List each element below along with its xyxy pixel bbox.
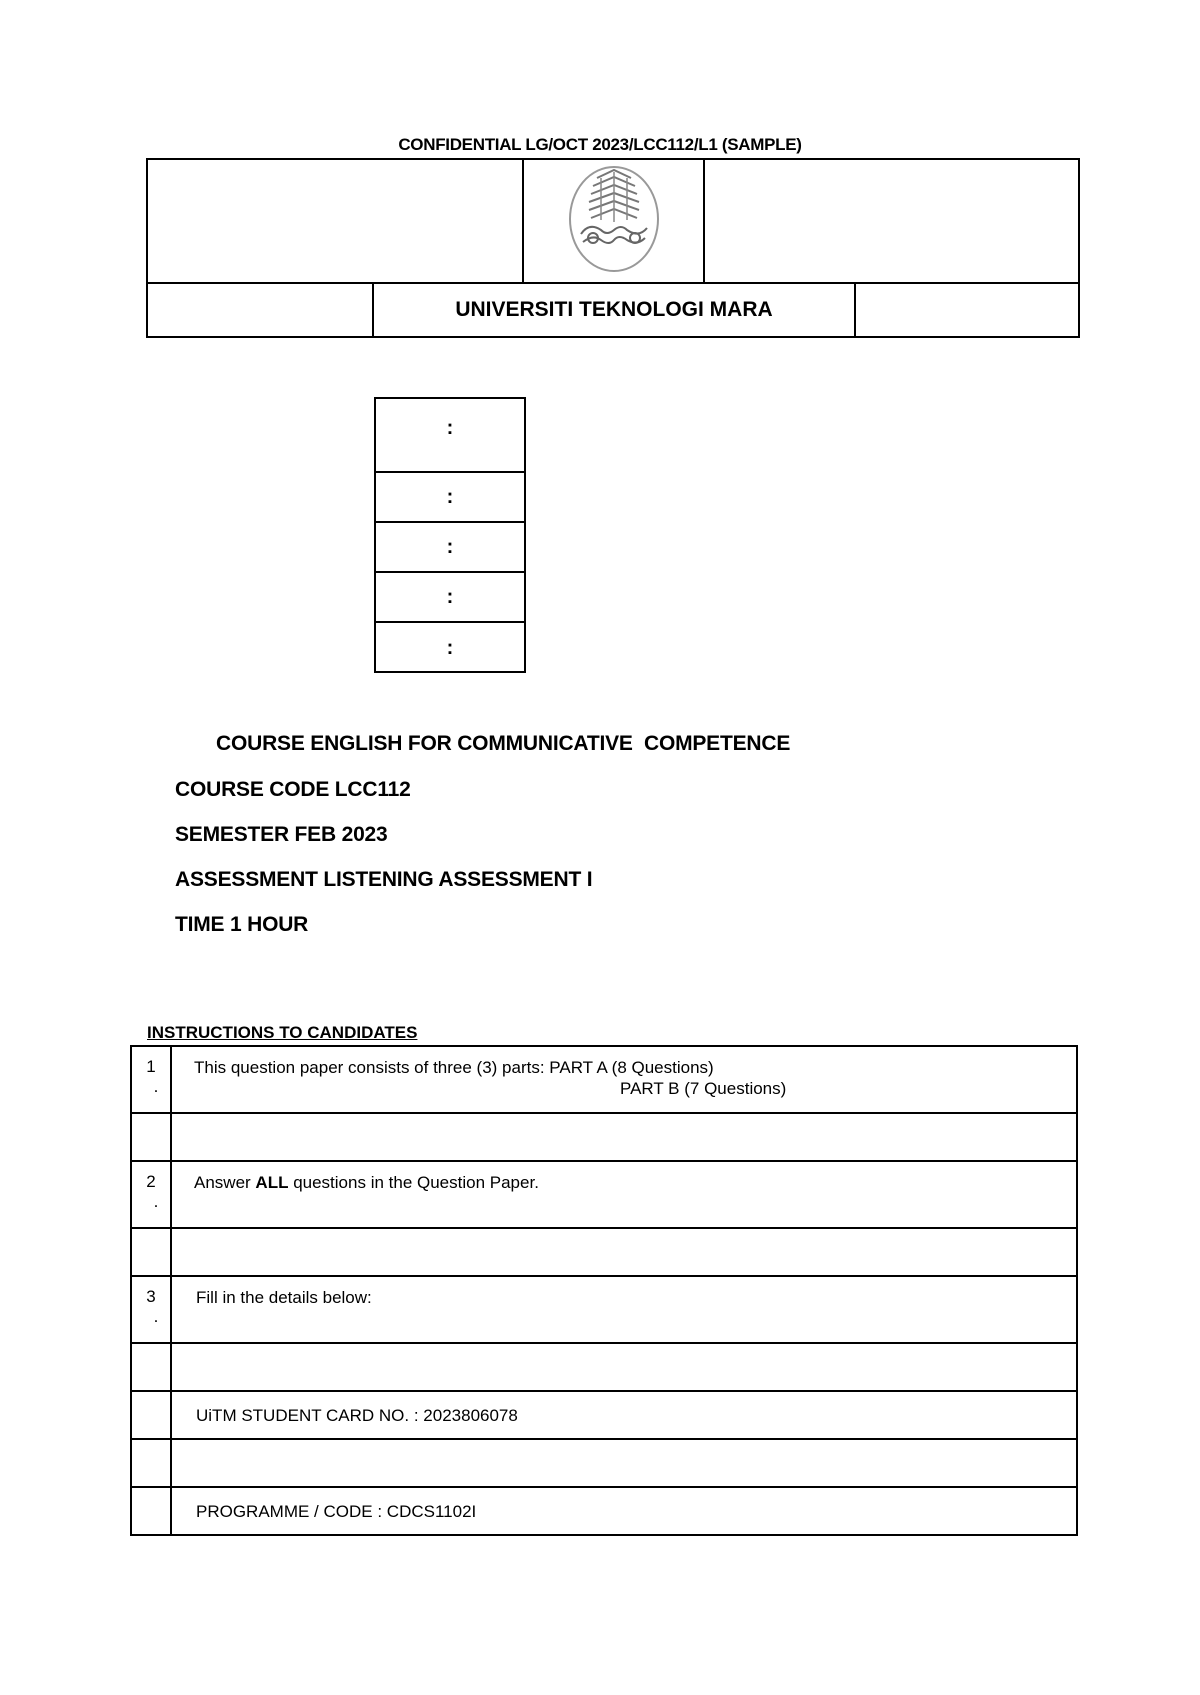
- spacer-row: [130, 1227, 1078, 1277]
- detail-cell: [374, 621, 526, 673]
- header-box-bottom: [146, 282, 1080, 338]
- header-divider-right: [703, 160, 705, 282]
- time: TIME 1 HOUR: [175, 913, 309, 936]
- detail-colon: :: [446, 417, 454, 439]
- instructions-heading: INSTRUCTIONS TO CANDIDATES: [147, 1023, 418, 1042]
- header-divider-left: [522, 160, 524, 282]
- university-name: UNIVERSITI TEKNOLOGI MARA: [455, 298, 773, 321]
- instruction-row-1: [130, 1045, 1078, 1114]
- programme-row: [130, 1486, 1078, 1536]
- header-divider-right-2: [854, 284, 856, 336]
- detail-colon: :: [446, 486, 454, 508]
- assessment: ASSESSMENT LISTENING ASSESSMENT I: [175, 868, 593, 891]
- detail-cell: [374, 571, 526, 623]
- spacer-row: [130, 1342, 1078, 1392]
- instruction-text-3: Fill in the details below:: [196, 1288, 372, 1307]
- detail-colon: :: [446, 536, 454, 558]
- detail-colon: :: [446, 637, 454, 659]
- student-card-row: [130, 1390, 1078, 1440]
- course-title: COURSE ENGLISH FOR COMMUNICATIVE COMPETENCE: [216, 732, 791, 755]
- instruction-text-1: This question paper consists of three (3) parts: PART A (8 Questions) PART B (7 Questions): [194, 1058, 787, 1098]
- instruction-row-2: [130, 1160, 1078, 1229]
- programme-field: PROGRAMME / CODE : CDCS1102I: [196, 1502, 477, 1521]
- detail-cell: [374, 397, 526, 473]
- semester: SEMESTER FEB 2023: [175, 823, 388, 846]
- instruction-row-3: [130, 1275, 1078, 1344]
- spacer-row: [130, 1438, 1078, 1488]
- detail-cell: [374, 471, 526, 523]
- detail-colon: :: [446, 586, 454, 608]
- course-code: COURSE CODE LCC112: [175, 778, 411, 801]
- row-number: 3 .: [132, 1277, 172, 1342]
- row-number: 2 .: [132, 1162, 172, 1227]
- spacer-row: [130, 1112, 1078, 1162]
- row-number: 1 .: [132, 1047, 172, 1112]
- student-card-field: UiTM STUDENT CARD NO. : 2023806078: [196, 1406, 518, 1425]
- confidential-header: CONFIDENTIAL LG/OCT 2023/LCC112/L1 (SAMPLE): [398, 135, 802, 154]
- detail-cell: [374, 521, 526, 573]
- uitm-logo-icon: [567, 164, 661, 274]
- instruction-text-2: Answer ALL questions in the Question Paper.: [194, 1173, 539, 1192]
